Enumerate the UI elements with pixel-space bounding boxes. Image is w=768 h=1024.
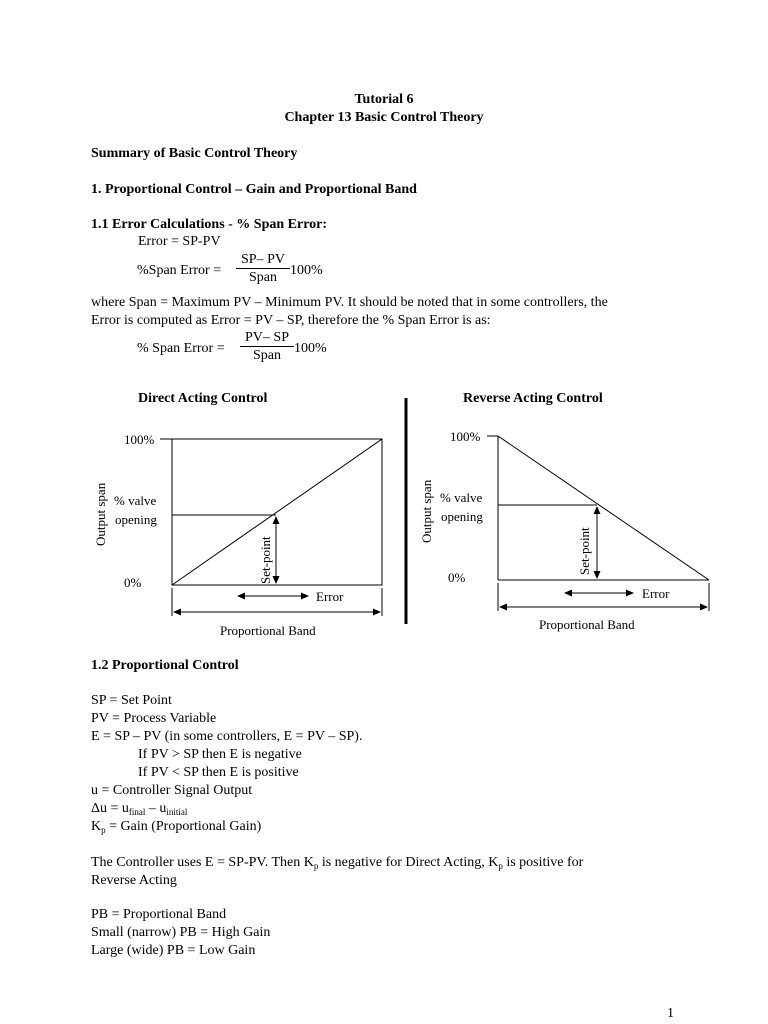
ctrl-part-c: is positive for xyxy=(502,855,584,870)
section-1-heading: 1. Proportional Control – Gain and Proportional Band xyxy=(91,182,417,197)
span-error-2-suffix: 100% xyxy=(294,341,327,356)
kp-text: = Gain (Proportional Gain) xyxy=(105,819,262,834)
kp-prefix: K xyxy=(91,819,102,834)
span-paragraph-line-1: where Span = Maximum PV – Minimum PV. It should be noted that in some controllers, the xyxy=(91,295,608,310)
reverse-acting-diagram xyxy=(419,429,709,632)
span-error-suffix: 100% xyxy=(290,263,323,278)
reverse-acting-title: Reverse Acting Control xyxy=(463,391,603,406)
def-small-pb: Small (narrow) PB = High Gain xyxy=(91,925,271,940)
def-sp: SP = Set Point xyxy=(91,693,172,708)
ctrl-sub-1: p xyxy=(313,861,319,871)
reverse-band-label: Proportional Band xyxy=(539,617,635,632)
reverse-error-label: Error xyxy=(642,586,670,601)
chapter-title: Chapter 13 Basic Control Theory xyxy=(284,110,484,125)
summary-heading: Summary of Basic Control Theory xyxy=(91,146,298,161)
delta-u-mid: – u xyxy=(145,801,167,816)
reverse-y-top-label: 100% xyxy=(450,429,481,444)
reverse-valve-label-1: % valve xyxy=(440,490,483,505)
direct-acting-diagram xyxy=(93,432,382,638)
def-u: u = Controller Signal Output xyxy=(91,783,253,798)
def-if-negative: If PV > SP then E is negative xyxy=(138,747,302,762)
direct-y-top-label: 100% xyxy=(124,432,155,447)
direct-response-line xyxy=(172,439,382,585)
page-number: 1 xyxy=(667,1006,674,1021)
def-e: E = SP – PV (in some controllers, E = PV – SP). xyxy=(91,729,363,744)
def-pv: PV = Process Variable xyxy=(91,711,217,726)
delta-u-sub-initial: initial xyxy=(166,807,188,817)
direct-valve-label-1: % valve xyxy=(114,493,157,508)
def-pb: PB = Proportional Band xyxy=(91,907,227,922)
section-1-1-heading: 1.1 Error Calculations - % Span Error: xyxy=(91,217,328,232)
section-1-2-heading: 1.2 Proportional Control xyxy=(91,658,239,673)
controller-sentence-line-1 xyxy=(91,855,583,871)
direct-y-bottom-label: 0% xyxy=(124,575,142,590)
reverse-y-bottom-label: 0% xyxy=(448,570,466,585)
span-paragraph-line-2: Error is computed as Error = PV – SP, therefore the % Span Error is as: xyxy=(91,313,491,328)
direct-acting-title: Direct Acting Control xyxy=(138,391,268,406)
def-large-pb: Large (wide) PB = Low Gain xyxy=(91,943,256,958)
ctrl-part-a: The Controller uses E = SP-PV. Then K xyxy=(91,855,314,870)
direct-output-span-label: Output span xyxy=(93,482,108,546)
direct-error-label: Error xyxy=(316,589,344,604)
span-error-label: %Span Error = xyxy=(137,263,222,278)
direct-setpoint-label: Set-point xyxy=(258,536,273,584)
reverse-output-span-label: Output span xyxy=(419,479,434,543)
span-error-numerator: SP– PV xyxy=(236,252,290,269)
def-kp xyxy=(91,819,261,835)
span-error-2-label: % Span Error = xyxy=(137,341,225,356)
ctrl-sub-2: p xyxy=(498,861,503,871)
error-equation: Error = SP-PV xyxy=(138,234,221,249)
ctrl-part-b: is negative for Direct Acting, K xyxy=(318,855,499,870)
span-error-denominator: Span xyxy=(249,270,277,285)
reverse-response-line xyxy=(498,436,709,580)
reverse-valve-label-2: opening xyxy=(441,509,483,524)
delta-u-sub-final: final xyxy=(128,807,146,817)
def-delta-u xyxy=(91,801,187,817)
span-error-2-numerator: PV– SP xyxy=(240,330,294,347)
direct-band-label: Proportional Band xyxy=(220,623,316,638)
direct-valve-label-2: opening xyxy=(115,512,157,527)
delta-u-prefix: Δu = u xyxy=(91,801,129,816)
tutorial-title: Tutorial 6 xyxy=(354,92,414,107)
controller-sentence-line-2: Reverse Acting xyxy=(91,873,177,888)
span-error-2-denominator: Span xyxy=(253,348,281,363)
reverse-setpoint-label: Set-point xyxy=(577,527,592,575)
kp-sub: p xyxy=(101,825,106,835)
def-if-positive: If PV < SP then E is positive xyxy=(138,765,299,780)
